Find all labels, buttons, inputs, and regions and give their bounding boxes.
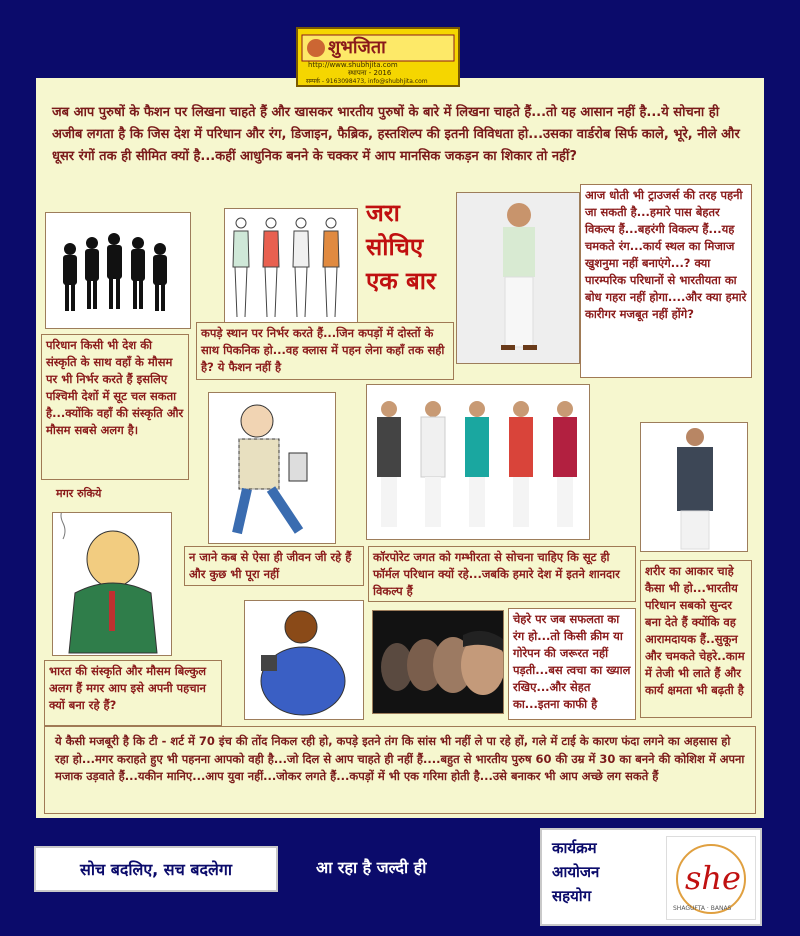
identity-text: भारत की संस्कृति और मौसम बिल्कुल अलग हैं मगर आप इसे अपनी पहचान क्यों बना रहे हैं? (44, 660, 222, 726)
partner-logo-text: she (685, 859, 741, 897)
big-belly-cartoon-image (244, 600, 364, 720)
culture-text: परिधान किसी भी देश की संस्कृति के साथ वहाँ के मौसम पर भी निर्भर करते हैं इसलिए पश्चिमी देशों में सूट चल सकता है...क्योंकि वहाँ की संस्कृति और मौसम सबसे अलग है। (41, 334, 189, 480)
life-text: न जाने कब से ऐसा ही जीवन जी रहे हैं और कुछ भी पूरा नहीं (184, 546, 364, 586)
face-text: चेहरे पर जब सफलता का रंग हो...तो किसी क्रीम या गोरेपन की जरूरत नहीं पड़ती...बस त्वचा का ख्याल रखिए...और सेहत का...इतना काफी है (508, 608, 636, 720)
support-line3: सहयोग (552, 887, 592, 905)
shubhjita-logo (296, 27, 460, 87)
silhouettes-image (45, 212, 191, 329)
kurta-collection-image (366, 384, 590, 540)
partner-logo-subtext: SHAGUFTA · BANAS (673, 905, 732, 912)
grey-kurta-model-image (640, 422, 748, 552)
heading-think (366, 196, 456, 298)
logo-url: http://www.shubhjita.com (308, 61, 398, 69)
slogan-text: सोच बदलिए, सच बदलेगा (80, 860, 232, 879)
support-box (540, 828, 762, 926)
wait-text: मगर रुकिये (56, 487, 102, 500)
slogan-box (34, 846, 278, 892)
partner-logo (666, 836, 756, 920)
old-man-cartoon-image (208, 392, 336, 544)
heading-line2: सोचिए (366, 233, 424, 261)
logo-title: शुभजिता (328, 37, 386, 58)
support-line2: आयोजन (552, 863, 600, 881)
fashion-sketch-image (224, 208, 358, 324)
fat-man-cartoon-image (52, 512, 172, 656)
support-line1: कार्यक्रम (552, 839, 597, 857)
heading-line3: एक बार (366, 267, 436, 295)
dhoti-text: आज धोती भी ट्राउजर्स की तरह पहनी जा सकती है...हमारे पास बेहतर विकल्प हैं...बहरंगी विकल्प हैं...यह चमकते रंग...कार्य स्थल का मिजाज खुशनुमा नहीं बनाएंगे...? क्या पारम्परिक परिधानों से भारतीयता का बोध गहरा नहीं होगा....और क्या हमारे कारीगर मजबूत नहीं होंगे? (580, 184, 752, 378)
body-text: शरीर का आकार चाहे कैसा भी हो...भारतीय परिधान सबको सुन्दर बना देते हैं क्योंकि वह आरामदायक हैं..सुकून और चमकते चेहरे..काम में तेजी भी लाते हैं और कार्य क्षमता भी बढ़ती है (640, 560, 752, 718)
faces-image (372, 610, 504, 714)
green-kurta-model-image (456, 192, 580, 364)
place-text: कपड़े स्थान पर निर्भर करते हैं...जिन कपड़ों में दोस्तों के साथ पिकनिक हो...वह क्लास में पहन लेना कहाँ तक सही है? ये फैशन नहीं है (196, 322, 454, 380)
bottom-text: ये कैसी मजबूरी है कि टी - शर्ट में 70 इंच की तोंद निकल रही हो, कपड़े इतने तंग कि सांस भी नहीं ले पा रहे हों, गले में टाई के कारण फंदा लगने का अहसास हो रहा हो...मगर कराहते हुए भी पहनना आपको वही है...जो दिल से आप चाहते ही नहीं हैं....बहुत से भारतीय पुरुष 60 की उम्र में 30 का बनने की कोशिश में अपना मजाक उड़वाते हैं...यकीन मानिए...आप युवा नहीं...जोकर लगते हैं...कपड़ों में भी एक गरिमा होती है...उसे बनाकर भी आप अच्छे लग सकते हैं (44, 726, 756, 814)
support-labels (552, 836, 599, 908)
coming-soon-text: आ रहा है जल्दी ही (316, 858, 427, 877)
heading-line1: जरा (366, 199, 400, 227)
logo-founded: स्थापना - 2016 (348, 69, 392, 77)
corporate-text: कॉरपोरेट जगत को गम्भीरता से सोचना चाहिए कि सूट ही फॉर्मल परिधान क्यों रहे...जबकि हमारे देश में इतने शानदार विकल्प हैं (368, 546, 636, 602)
logo-contact: सम्पर्क - 9163098473, info@shubhjita.com (306, 78, 428, 85)
intro-text: जब आप पुरुषों के फैशन पर लिखना चाहते हैं और खासकर भारतीय पुरुषों के बारे में लिखना चाहते हैं...तो यह आसान नहीं है...ये सोचना ही अजीब लगता है कि जिस देश में परिधान और रंग, डिजाइन, फैब्रिक, हस्तशिल्प की इतनी विविधता हो...उसका वार्डरोब सिर्फ काले, भूरे, नीले और धूसर रंगों तक ही सीमित क्यों है...कहीं आधुनिक बनने के चक्कर में आप मानसिक जकड़न का शिकार तो नहीं? (52, 105, 740, 164)
